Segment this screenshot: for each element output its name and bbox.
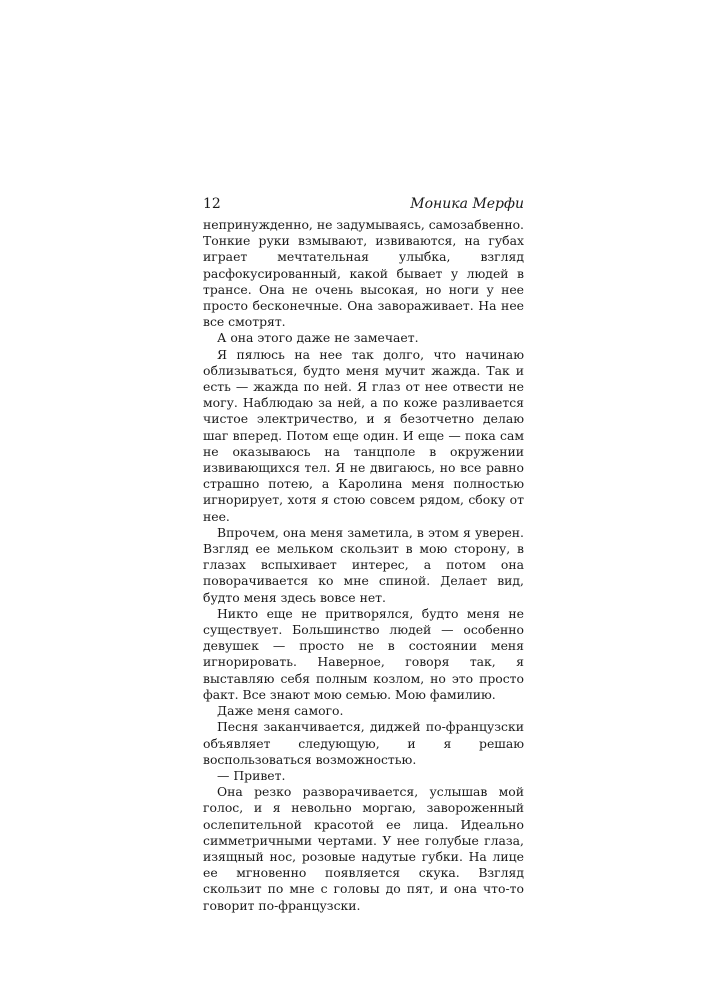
paragraph: Я пялюсь на нее так долго, что начинаю облизываться, будто меня мучит жажда. Так и есть — жажда по ней. Я глаз от нее отвести не могу. Наблюдаю за ней, а по коже разливается чистое электричество, и я безотчетно делаю шаг вперед. Потом еще один. И еще — пока сам не оказываюсь на танцполе в окружении извивающихся тел. Я не двигаюсь, но все равно страшно потею, а Каролина меня полностью игнорирует, хотя я стою совсем рядом, сбоку от нее. (203, 346, 524, 524)
paragraph: — Привет. (217, 767, 286, 783)
paragraph: Песня заканчивается, диджей по-французски объявляет следующую, и я решаю воспользоваться возможностью. (203, 719, 524, 767)
paragraph: Впрочем, она меня заметила, в этом я уверен. Взгляд ее мельком скользит в мою сторону, в глазах вспыхивает интерес, а потом она поворачивается ко мне спиной. Делает вид, будто меня здесь вовсе нет. (203, 524, 524, 605)
paragraph: непринужденно, не задумываясь, самозабвенно. Тонкие руки взмывают, извиваются, на губах играет мечтательная улыбка, взгляд расфокусированный, какой бывает у людей в трансе. Она не очень высокая, но ноги у нее просто бесконечные. Она завораживает. На нее все смотрят. (203, 217, 524, 330)
paragraph: Она резко разворачивается, услышав мой голос, и я невольно моргаю, завороженный ослепительной красотой ее лица. Идеально симметричными чертами. У нее голубые глаза, изящный нос, розовые надутые губки. На лице ее мгновенно появляется скука. Взгляд скользит по мне с головы до пят, и она что-то говорит по-французски. (203, 784, 524, 913)
page-number: 12 (203, 196, 221, 212)
paragraph: Даже меня самого. (217, 703, 344, 719)
body-text (203, 217, 524, 914)
running-header (203, 193, 524, 215)
paragraph: А она этого даже не замечает. (217, 330, 419, 346)
author-name: Моника Мерфи (410, 196, 524, 212)
paragraph: Никто еще не притворялся, будто меня не существует. Большинство людей — особенно девушек — просто не в состоянии меня игнорировать. Наверное, говоря так, я выставляю себя полным козлом, но это просто факт. Все знают мою семью. Мою фамилию. (203, 605, 524, 702)
book-page (203, 193, 524, 914)
